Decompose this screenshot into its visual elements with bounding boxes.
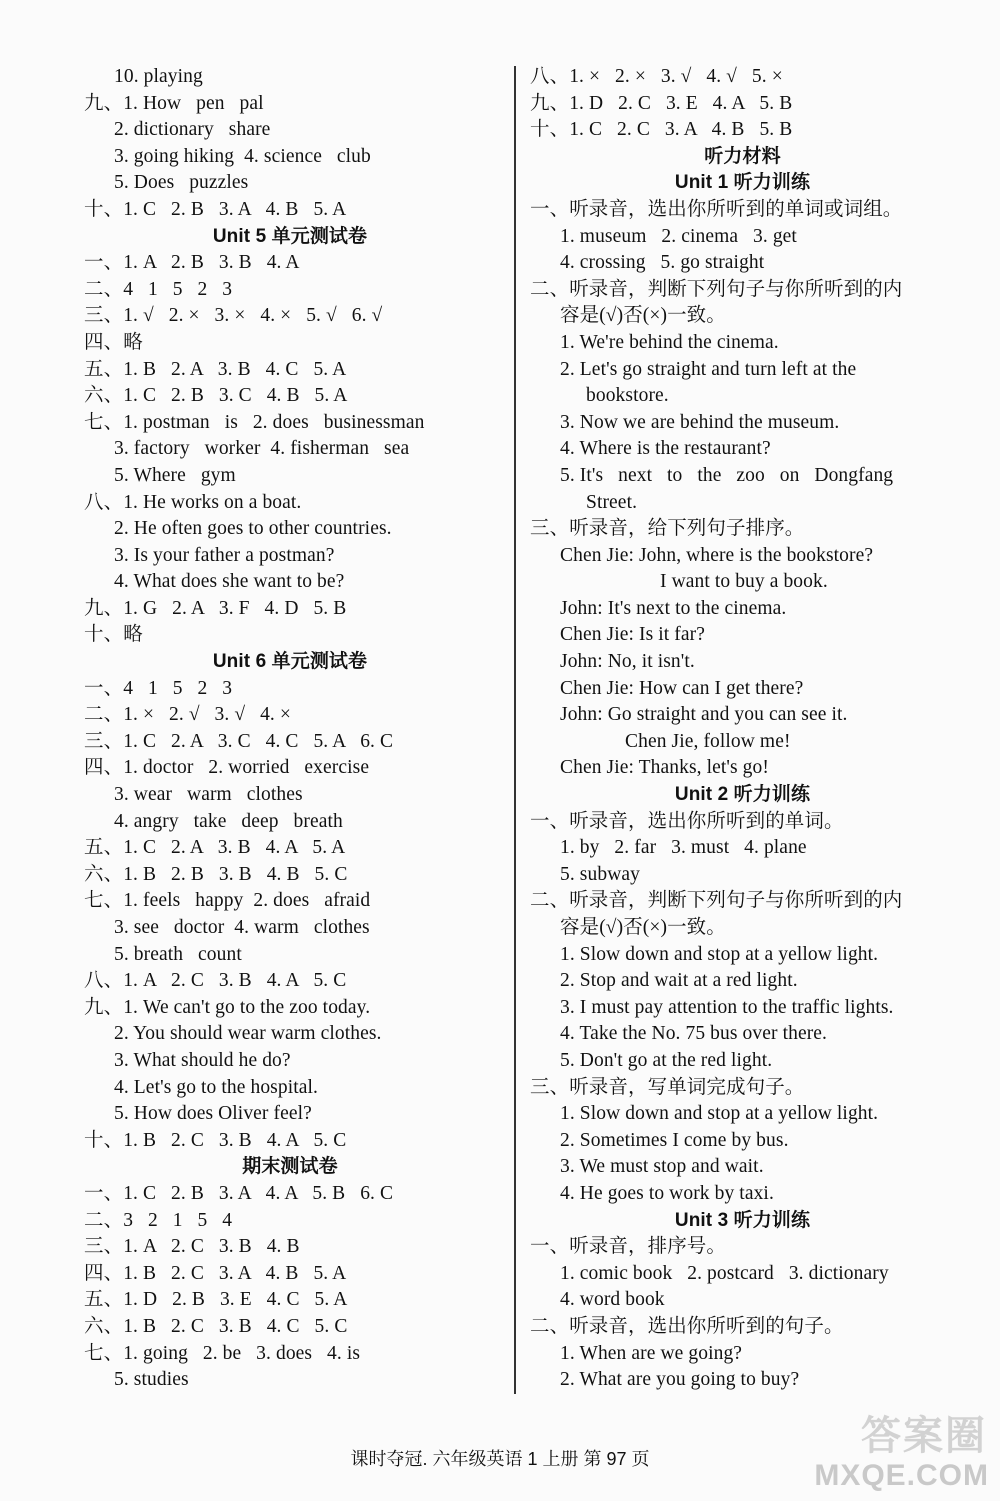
section-heading: Unit 2 听力训练	[674, 784, 811, 806]
answer-line: 一、4 1 5 2 3	[84, 677, 233, 699]
column-divider	[514, 66, 516, 1394]
answer-line: 1. We're behind the cinema.	[560, 331, 779, 353]
answer-line: 一、听录音，排序号。	[530, 1236, 727, 1258]
answer-line: 10. playing	[114, 66, 203, 87]
answer-line: 十、1. B 2. C 3. B 4. A 5. C	[84, 1129, 347, 1151]
answer-line: 九、1. G 2. A 3. F 4. D 5. B	[84, 597, 347, 619]
answer-line: 三、听录音，写单词完成句子。	[530, 1076, 805, 1098]
answer-line: 2. Let's go straight and turn left at the	[560, 358, 857, 380]
answer-line: 4. word book	[560, 1289, 665, 1311]
answer-line: 4. Take the No. 75 bus over there.	[560, 1023, 828, 1045]
answer-line: 2. What are you going to buy?	[560, 1369, 800, 1391]
answer-line: 5. Does puzzles	[114, 172, 249, 194]
watermark-url-text: MXQE.COM	[814, 1459, 989, 1492]
watermark-top-text: 答案圈	[861, 1413, 987, 1459]
section-heading: Unit 3 听力训练	[674, 1209, 811, 1231]
answer-line: 3. What should he do?	[114, 1049, 291, 1071]
section-heading: Unit 5 单元测试卷	[212, 225, 368, 247]
answer-line: 4. What does she want to be?	[114, 571, 345, 593]
answer-line: John: It's next to the cinema.	[560, 597, 787, 619]
answer-line: 5. subway	[560, 863, 640, 885]
answer-line: 五、1. B 2. A 3. B 4. C 5. A	[84, 358, 347, 380]
answer-line: 八、1. He works on a boat.	[84, 491, 302, 513]
answer-line: 四、略	[84, 331, 143, 353]
answer-line: 5. It's next to the zoo on Dongfang	[560, 464, 894, 486]
section-heading: Unit 6 单元测试卷	[212, 651, 368, 673]
answer-line: 3. I must pay attention to the traffic lights.	[560, 996, 894, 1018]
answer-line: 2. Stop and wait at a red light.	[560, 970, 798, 992]
answer-line: 容是(√)否(×)一致。	[560, 305, 726, 327]
answer-line: 三、1. A 2. C 3. B 4. B	[84, 1236, 300, 1258]
answer-line: Street.	[586, 491, 638, 513]
answer-line: 六、1. B 2. C 3. B 4. C 5. C	[84, 1315, 348, 1337]
answer-line: 1. Slow down and stop at a yellow light.	[560, 1103, 879, 1125]
answer-line: 四、1. doctor 2. worried exercise	[84, 757, 370, 779]
answer-line: 五、1. D 2. B 3. E 4. C 5. A	[84, 1289, 348, 1311]
answer-line: Chen Jie: Is it far?	[560, 624, 705, 646]
answer-line: 一、听录音，选出你所听到的单词或词组。	[530, 198, 903, 220]
answer-line: 4. angry take deep breath	[114, 810, 343, 832]
answer-line: 1. When are we going?	[560, 1342, 743, 1364]
answer-line: John: Go straight and you can see it.	[560, 704, 848, 726]
answer-line: 九、1. How pen pal	[84, 92, 264, 114]
answer-line: 七、1. going 2. be 3. does 4. is	[84, 1342, 361, 1364]
answer-line: 4. Let's go to the hospital.	[114, 1076, 318, 1098]
section-heading: 听力材料	[704, 145, 781, 167]
answer-line: 容是(√)否(×)一致。	[560, 917, 726, 938]
section-heading: Unit 1 听力训练	[674, 172, 811, 194]
answer-line: 二、4 1 5 2 3	[84, 278, 233, 300]
answer-line: 一、1. C 2. B 3. A 4. A 5. B 6. C	[84, 1182, 394, 1204]
answer-line: 1. Slow down and stop at a yellow light.	[560, 943, 879, 965]
answer-line: Chen Jie: Thanks, let's go!	[560, 757, 769, 779]
section-heading: 期末测试卷	[242, 1156, 338, 1178]
answer-line: 一、1. A 2. B 3. B 4. A	[84, 252, 300, 274]
answer-line: 2. Sometimes I come by bus.	[560, 1129, 789, 1151]
answer-line: 3. factory worker 4. fisherman sea	[114, 438, 410, 460]
answer-line: 5. studies	[114, 1369, 189, 1391]
answer-line: 十、1. C 2. C 3. A 4. B 5. B	[530, 119, 793, 141]
answer-line: 3. see doctor 4. warm clothes	[114, 917, 370, 938]
answer-line: 5. Don't go at the red light.	[560, 1049, 773, 1071]
answer-line: 3. Now we are behind the museum.	[560, 411, 840, 433]
answer-line: I want to buy a book.	[660, 571, 828, 593]
answer-line: 3. wear warm clothes	[114, 784, 303, 806]
answer-line: 2. dictionary share	[114, 119, 271, 141]
answer-line: 3. Is your father a postman?	[114, 544, 335, 566]
answer-line: 三、1. C 2. A 3. C 4. C 5. A 6. C	[84, 730, 394, 752]
answer-line: 七、1. feels happy 2. does afraid	[84, 890, 371, 912]
answer-line: 3. We must stop and wait.	[560, 1156, 764, 1178]
answer-line: 1. museum 2. cinema 3. get	[560, 225, 797, 247]
answer-line: 4. He goes to work by taxi.	[560, 1182, 774, 1204]
answer-line: 九、1. We can't go to the zoo today.	[84, 996, 371, 1018]
answer-line: Chen Jie: John, where is the bookstore?	[560, 544, 874, 566]
answer-line: 三、听录音，给下列句子排序。	[530, 518, 805, 540]
answer-line: 5. How does Oliver feel?	[114, 1103, 312, 1125]
answer-line: 二、听录音，选出你所听到的句子。	[530, 1315, 844, 1337]
answer-line: 十、略	[84, 624, 143, 646]
answer-line: 九、1. D 2. C 3. E 4. A 5. B	[530, 92, 793, 114]
answer-line: bookstore.	[586, 385, 669, 407]
answer-line: 八、1. × 2. × 3. √ 4. √ 5. ×	[530, 66, 783, 87]
answer-line: 三、1. √ 2. × 3. × 4. × 5. √ 6. √	[84, 305, 383, 327]
page-footer: 课时夺冠. 六年级英语 1 上册 第 97 页	[350, 1449, 650, 1469]
answer-line: 二、听录音，判断下列句子与你所听到的内	[530, 278, 903, 300]
answer-line: 一、听录音，选出你所听到的单词。	[530, 810, 844, 832]
answer-line: 六、1. C 2. B 3. C 4. B 5. A	[84, 385, 348, 407]
answer-line: Chen Jie: How can I get there?	[560, 677, 804, 699]
watermark-logo	[814, 1402, 995, 1497]
answer-line: 二、听录音，判断下列句子与你所听到的内	[530, 890, 903, 912]
answer-line: 五、1. C 2. A 3. B 4. A 5. A	[84, 837, 346, 859]
answer-line: 八、1. A 2. C 3. B 4. A 5. C	[84, 970, 347, 992]
answer-line: 3. going hiking 4. science club	[114, 145, 371, 167]
answer-line: 1. comic book 2. postcard 3. dictionary	[560, 1262, 889, 1284]
answer-line: 1. by 2. far 3. must 4. plane	[560, 837, 807, 859]
answer-line: 5. breath count	[114, 943, 242, 965]
right-column	[530, 64, 955, 1394]
answer-line: 2. You should wear warm clothes.	[114, 1023, 382, 1045]
answer-line: John: No, it isn't.	[560, 651, 695, 673]
answer-line: 四、1. B 2. C 3. A 4. B 5. A	[84, 1262, 347, 1284]
answer-line: 六、1. B 2. B 3. B 4. B 5. C	[84, 863, 348, 885]
answer-line: 2. He often goes to other countries.	[114, 518, 392, 540]
answer-line: 4. crossing 5. go straight	[560, 252, 765, 274]
answer-line: 十、1. C 2. B 3. A 4. B 5. A	[84, 198, 347, 220]
answer-line: 二、3 2 1 5 4	[84, 1209, 233, 1231]
answer-line: 5. Where gym	[114, 464, 236, 486]
answer-line: 七、1. postman is 2. does businessman	[84, 411, 425, 433]
answer-line: 4. Where is the restaurant?	[560, 438, 771, 460]
answer-line: 二、1. × 2. √ 3. √ 4. ×	[84, 704, 291, 726]
left-column	[84, 64, 496, 1394]
answer-line: Chen Jie, follow me!	[625, 730, 791, 752]
